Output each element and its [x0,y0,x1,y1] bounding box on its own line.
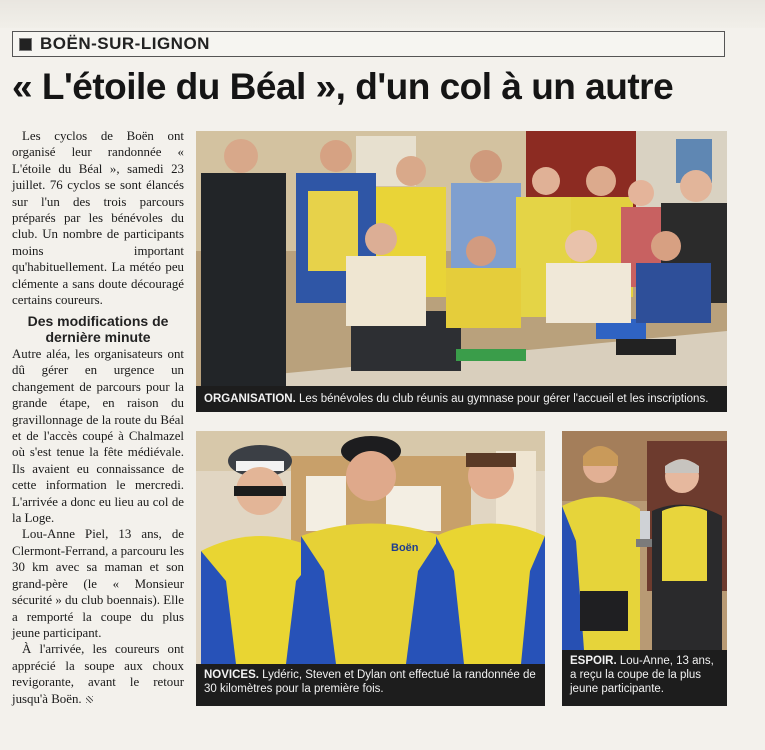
caption-espoir-text: Lou-Anne, 13 ans, a reçu la coupe de la plus jeune participante. [570,655,714,695]
section-banner [12,31,725,57]
photo-espoir [562,431,727,650]
end-mark-icon [86,696,93,703]
caption-novices-lead: NOVICES. [204,669,259,681]
paragraph-intro: Les cyclos de Boën ont organisé leur randonnée « L'étoile du Béal », samedi 23 juillet. 76 cyclos se sont élancés sur l'un des trois parcours préparés par les bénévoles du club. Un nombre de participants moins important qu'habituellement. La météo peu clémente a sans doute découragé certains coureurs. [12,129,184,308]
paragraph-4-text: À l'arrivée, les coureurs ont apprécié la soupe aux choux revigorante, avant le retour jusqu'à Boën. [12,642,184,706]
square-bullet-icon [19,38,32,51]
caption-organisation [196,386,727,412]
jersey-label-novices: Boën [391,542,419,554]
caption-espoir-lead: ESPOIR. [570,655,617,667]
body-intro [12,128,184,308]
paragraph-4 [12,641,184,707]
photo-espoir-image [562,431,727,650]
caption-espoir [562,650,727,706]
caption-organisation-lead: ORGANISATION. [204,393,296,405]
article-headline: « L'étoile du Béal », d'un col à un autre [12,66,674,107]
paragraph-3: Lou-Anne Piel, 13 ans, de Clermont-Ferrand, a parcouru les 30 km avec sa maman et son grand-père (le « Monsieur sécurité » du club boennais). Elle a remporté la coupe du plus jeune participant. [12,527,184,640]
paragraph-2: Autre aléa, les organisateurs ont dû gérer en urgence un changement de parcours pour la grande étape, en raison du gravillonnage de la route du Béal et de l'accès coupé à Chalmazel où s'est tenue la fête médiévale. Ils avaient eu connaissance de cette information le mercredi. L'arrivée a donc eu lieu au col de la Loge. [12,347,184,526]
subheading: Des modifications de dernière minute [27,313,169,345]
caption-novices [196,664,545,706]
caption-novices-text: Lydéric, Steven et Dylan ont effectué la randonnée de 30 kilomètres pour la première fois. [204,669,536,695]
previous-page-strip [0,0,765,28]
photo-organisation-image [196,131,727,386]
body-continued [12,346,184,707]
photo-organisation [196,131,727,386]
photo-novices-image [196,431,545,664]
caption-organisation-text: Les bénévoles du club réunis au gymnase pour gérer l'accueil et les inscriptions. [299,393,709,405]
section-title: BOËN-SUR-LIGNON [40,34,210,53]
photo-novices [196,431,545,664]
